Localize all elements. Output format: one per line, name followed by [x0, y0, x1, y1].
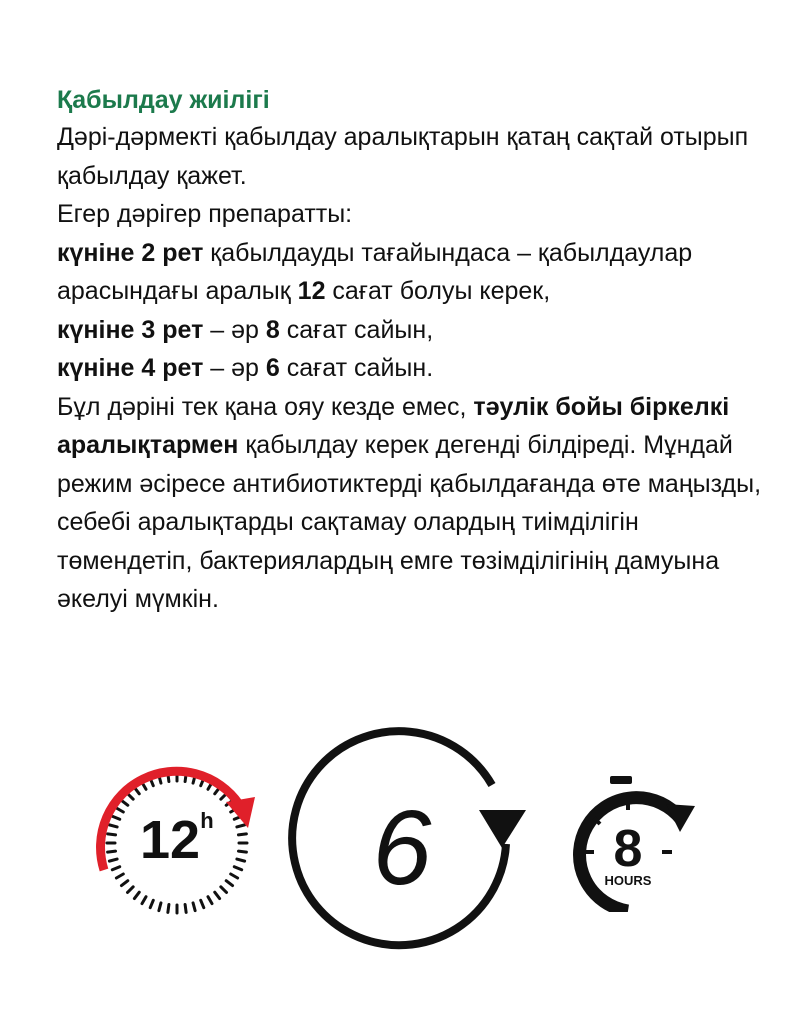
thrice-hours: 8	[265, 315, 280, 344]
hours-unit: h	[200, 808, 214, 833]
clock-tick	[134, 892, 139, 898]
explanation-paragraph	[57, 388, 777, 619]
twice-hours: 12	[297, 277, 326, 305]
clock-tick	[128, 887, 134, 893]
clock-tick	[237, 825, 245, 827]
clock-tick	[231, 874, 238, 878]
clock-tick	[121, 800, 127, 805]
stopwatch-8-hours-icon	[556, 762, 698, 912]
four-text-2: сағат сайын.	[279, 354, 434, 382]
thrice-daily-item	[57, 311, 777, 350]
clock-tick	[208, 897, 212, 904]
twelve-number: 12	[139, 810, 201, 870]
clock-tick	[238, 834, 246, 835]
black-arrow-head	[479, 810, 526, 848]
clock-tick	[142, 897, 146, 904]
circular-arrow-6-icon	[286, 726, 531, 971]
tick-left	[584, 850, 594, 854]
clock-tick	[185, 904, 186, 912]
clock-12h-icon	[96, 758, 258, 920]
clock-tick	[150, 900, 153, 907]
hours-label: HOURS	[604, 873, 652, 888]
twice-text-1: қабылдауды тағайындаса – қабылдаулар арасындағы аралық	[57, 238, 693, 305]
four-hours: 6	[265, 354, 280, 382]
eight-number: 8	[613, 820, 643, 878]
six-number: 6	[372, 789, 432, 907]
intro-paragraph: Дәрі-дәрмекті қабылдау аралықтарын қатаң сақтай отырып қабылдау қажет.	[57, 123, 749, 190]
interval-icons-row	[0, 720, 810, 960]
clock-tick	[234, 867, 241, 870]
clock-tick	[109, 825, 117, 827]
clock-tick	[112, 816, 119, 819]
thrice-daily-label: күніне 3 рет	[57, 315, 204, 344]
clock-tick	[193, 903, 195, 911]
section-heading: Қабылдау жиілігі	[57, 86, 270, 114]
explanation-text-1: Бұл дәріні тек қана ояу кезде емес,	[57, 392, 474, 421]
four-daily-item	[57, 349, 777, 388]
clock-tick	[215, 892, 220, 898]
clock-tick	[121, 881, 127, 886]
clock-tick	[201, 900, 204, 907]
twice-text-2: сағат болуы керек,	[325, 277, 551, 305]
tick-top	[626, 800, 630, 810]
twice-daily-label: күніне 2 рет	[57, 238, 204, 267]
explanation-text-2: қабылдау керек дегенді білдіреді. Мұндай режим әсіресе антибиотиктерді қабылдағанда өте маңызды, себебі аралықтарды сақтамау олардың тиімділігін төмендетіп, бактериялардың емге төзімділігінің дамуына әкелуі мүмкін.	[57, 431, 762, 613]
explanation-bold: тәулік бойы біркелкі аралықтармен	[57, 392, 730, 459]
clock-tick	[237, 859, 245, 861]
thrice-text-1: – әр	[203, 315, 266, 344]
twice-daily-item	[57, 234, 777, 311]
stopwatch-knob	[610, 776, 632, 784]
clock-tick	[109, 859, 117, 861]
clock-tick	[108, 834, 116, 835]
if-doctor-line: Егер дәрігер препаратты:	[57, 200, 353, 228]
clock-tick	[226, 881, 232, 886]
clock-tick	[116, 808, 123, 812]
body-text	[57, 118, 777, 619]
clock-tick	[159, 903, 161, 911]
tick-right	[662, 850, 672, 854]
four-text-1: – әр	[203, 354, 266, 382]
four-daily-label: күніне 4 рет	[57, 354, 204, 382]
clock-tick	[128, 794, 134, 800]
main-content	[57, 82, 777, 619]
stopwatch-arrow-head	[666, 804, 695, 832]
thrice-text-2: сағат сайын,	[279, 315, 434, 344]
clock-tick	[112, 867, 119, 870]
clock-tick	[108, 851, 116, 852]
clock-tick	[238, 851, 246, 852]
clock-tick	[168, 904, 169, 912]
clock-tick	[221, 887, 227, 893]
clock-tick	[116, 874, 123, 878]
